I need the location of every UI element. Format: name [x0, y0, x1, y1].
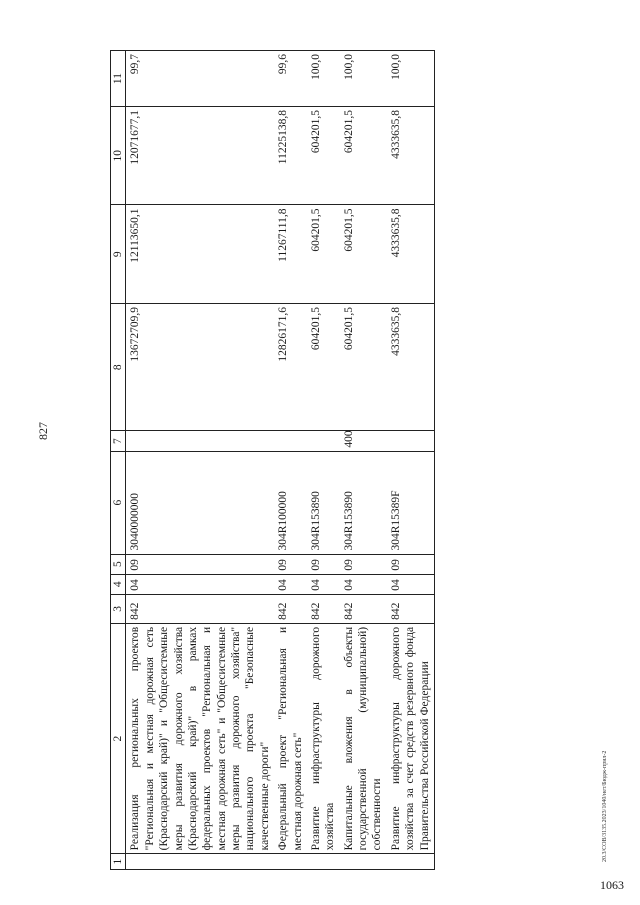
amount-col-9: 11267111,8 — [274, 205, 307, 303]
header-cell: 1 — [111, 854, 126, 870]
percent-col-11: 100,0 — [387, 51, 435, 107]
percent-col-11: 100,0 — [340, 51, 387, 107]
item-name: Федеральный проект "Региональная и местная дорожная сеть" — [274, 623, 307, 853]
table-row — [387, 51, 435, 870]
amount-col-10: 604201,5 — [307, 107, 340, 205]
ministry-code: 842 — [126, 594, 274, 623]
amount-col-8: 13672709,9 — [126, 303, 274, 431]
header-row — [111, 51, 126, 870]
header-cell: 11 — [111, 51, 126, 107]
item-name: Развитие инфраструктуры дорожного хозяйства за счет средств резервного фонда Правительства Российской Федерации — [387, 623, 435, 853]
amount-col-9: 4333635,8 — [387, 205, 435, 303]
table-row — [307, 51, 340, 870]
amount-col-8: 12826171,6 — [274, 303, 307, 431]
amount-col-10: 4333635,8 — [387, 107, 435, 205]
ministry-code: 842 — [387, 594, 435, 623]
amount-col-9: 604201,5 — [307, 205, 340, 303]
table-row — [126, 51, 274, 870]
row-spacer-cell — [126, 854, 274, 870]
subsection-code: 09 — [307, 554, 340, 574]
amount-col-10: 11225138,8 — [274, 107, 307, 205]
section-code: 04 — [340, 574, 387, 594]
row-spacer-cell — [387, 854, 435, 870]
page-number-top: 827 — [36, 422, 50, 440]
table-row — [274, 51, 307, 870]
ministry-code: 842 — [340, 594, 387, 623]
section-code: 04 — [126, 574, 274, 594]
header-cell: 3 — [111, 594, 126, 623]
section-code: 04 — [387, 574, 435, 594]
header-cell: 5 — [111, 554, 126, 574]
subsection-code: 09 — [387, 554, 435, 574]
percent-col-11: 99,6 — [274, 51, 307, 107]
row-spacer-cell — [307, 854, 340, 870]
percent-col-11: 99,7 — [126, 51, 274, 107]
header-cell: 2 — [111, 623, 126, 853]
target-article-code: 304R153890 — [307, 451, 340, 554]
budget-table — [110, 50, 435, 870]
target-article-code: 304R153890 — [340, 451, 387, 554]
subsection-code: 09 — [274, 554, 307, 574]
page-number-bottom: 1063 — [600, 878, 624, 892]
amount-col-10: 12071677,1 — [126, 107, 274, 205]
budget-table-container — [110, 50, 600, 870]
subsection-code: 09 — [126, 554, 274, 574]
ministry-code: 842 — [274, 594, 307, 623]
amount-col-8: 604201,5 — [340, 303, 387, 431]
item-name: Развитие инфраструктуры дорожного хозяйства — [307, 623, 340, 853]
expense-type-code: 400 — [340, 431, 387, 451]
target-article-code: 3040000000 — [126, 451, 274, 554]
amount-col-8: 604201,5 — [307, 303, 340, 431]
expense-type-code — [387, 431, 435, 451]
header-cell: 7 — [111, 431, 126, 451]
item-name: Капитальные вложения в объекты государственной (муниципальной) собственности — [340, 623, 387, 853]
section-code: 04 — [274, 574, 307, 594]
header-cell: 6 — [111, 451, 126, 554]
document-code: 20.3/COB/3135.2023/1040/нет/Бюдж-прил-2 — [602, 750, 608, 862]
header-cell: 4 — [111, 574, 126, 594]
expense-type-code — [126, 431, 274, 451]
amount-col-10: 604201,5 — [340, 107, 387, 205]
amount-col-9: 12113650,1 — [126, 205, 274, 303]
row-spacer-cell — [340, 854, 387, 870]
ministry-code: 842 — [307, 594, 340, 623]
expense-type-code — [307, 431, 340, 451]
percent-col-11: 100,0 — [307, 51, 340, 107]
header-cell: 9 — [111, 205, 126, 303]
item-name: Реализация региональных проектов "Региональная и местная дорожная сеть (Краснодарский край)" и "Общесистемные меры развития дорожного хозяйства (Краснодарский край)" в рамках федеральных проектов "Региональная и местная дорожная сеть" и "Общесистемные меры развития дорожного хозяйства" национального проекта "Безопасные качественные дороги" — [126, 623, 274, 853]
header-cell: 8 — [111, 303, 126, 431]
target-article-code: 304R100000 — [274, 451, 307, 554]
table-row — [340, 51, 387, 870]
header-cell: 10 — [111, 107, 126, 205]
expense-type-code — [274, 431, 307, 451]
subsection-code: 09 — [340, 554, 387, 574]
row-spacer-cell — [274, 854, 307, 870]
section-code: 04 — [307, 574, 340, 594]
target-article-code: 304R15389F — [387, 451, 435, 554]
amount-col-9: 604201,5 — [340, 205, 387, 303]
amount-col-8: 4333635,8 — [387, 303, 435, 431]
